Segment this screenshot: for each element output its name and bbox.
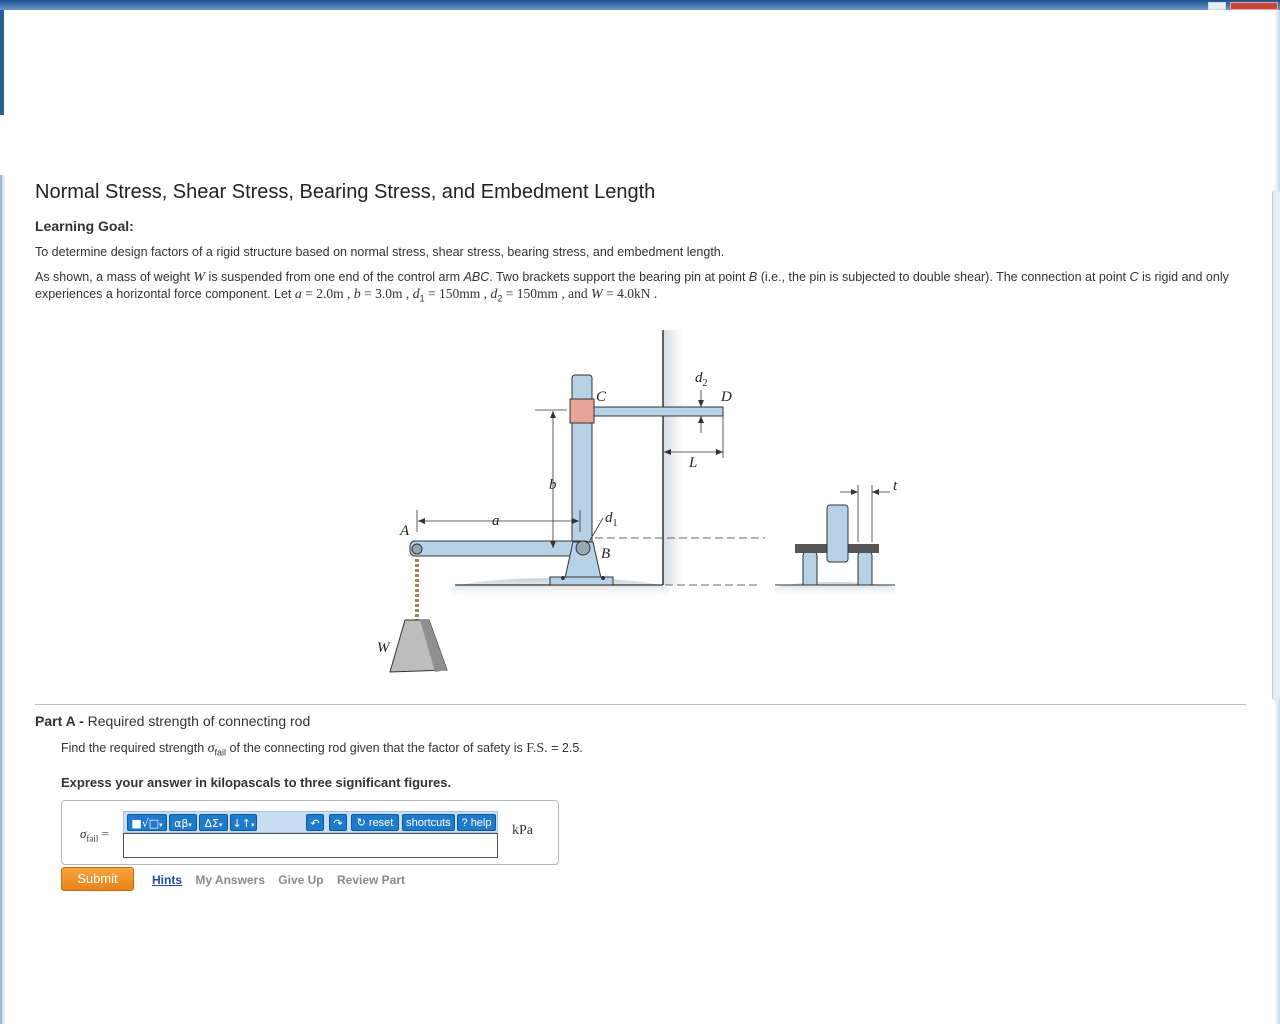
give-up-link[interactable]: Give Up [278,873,324,887]
label-t: t [893,478,898,494]
var-W: W [193,270,206,285]
answer-box [61,800,559,865]
math-toolbar [123,811,498,833]
pin-a [412,544,422,554]
value-a: = 2.0m , [301,286,354,301]
label-L: L [689,455,698,471]
label-a: a [492,513,500,529]
label-B: B [601,546,611,562]
label-W: W [377,640,390,656]
fs-value: = 2.5. [547,741,583,755]
unit-label: kPa [512,823,533,838]
value-d1: = 150mm , [424,286,491,301]
connection-c [570,399,594,423]
label-A: A [400,523,410,539]
undo-icon[interactable]: ↶ [306,814,324,831]
page-title: Normal Stress, Shear Stress, Bearing Stress, and Embedment Length [35,181,656,203]
label-d1: $d_1$ [605,510,618,529]
text: is rigid and only experiences a horizontal force component. Let [35,270,1229,301]
connecting-rod [592,407,723,416]
ground-shadow [773,582,897,598]
var-ABC: ABC [463,270,490,284]
side-arm [827,505,848,562]
label-d2: $d_2$ [695,370,708,389]
part-a-heading [35,713,310,729]
sub: fail [214,747,227,758]
help-button[interactable]: ? help [457,814,496,831]
sub: 2 [497,293,503,304]
my-answers-link[interactable]: My Answers [195,873,265,887]
reset-icon: ↻ [356,817,369,829]
problem-figure [355,320,915,690]
sigma-symbol: σ [207,741,215,756]
part-label: Part A - [35,713,84,729]
wall [663,330,683,585]
fs-symbol: F.S. [526,741,548,756]
label-b: b [549,477,557,493]
pin-b [576,541,590,555]
symbols-button[interactable]: ΔΣ▾ [199,814,228,831]
var-b: b [353,287,361,302]
value-d2: = 150mm , and [502,286,592,301]
hints-link[interactable]: Hints [152,873,182,887]
label-C: C [596,389,607,405]
arrows-button[interactable]: ↓↑▾ [230,814,257,831]
redo-icon[interactable]: ↷ [329,814,347,831]
shortcuts-button[interactable]: shortcuts [402,814,455,831]
text: is suspended from one end of the control arm [205,270,464,284]
templates-button[interactable]: ■√□▾ [127,814,167,831]
scrollbar[interactable] [1272,190,1280,700]
answer-instructions: Express your answer in kilopascals to three significant figures. [61,775,452,790]
window-frame-left-lower [0,175,6,1024]
text: . Two brackets support the bearing pin at point [489,270,749,284]
reset-button[interactable]: ↻ reset [351,814,399,831]
learning-goal-text: To determine design factors of a rigid structure based on normal stress, shear stress, bearing stress, and embedment length. [35,245,725,259]
minimize-button[interactable] [1208,2,1226,10]
greek-button[interactable]: αβ▾ [169,814,197,831]
review-part-link[interactable]: Review Part [336,873,406,887]
text: Find the required strength [61,741,208,755]
var-a: a [294,287,302,302]
text: As shown, a mass of weight [35,270,194,284]
answer-links [152,873,415,887]
answer-label: $\sigma_{fail}$ = [80,826,110,844]
value-b: = 3.0m , [360,286,413,301]
help-icon: ? [461,817,471,829]
horizontal-arm [410,541,590,556]
learning-goal-label: Learning Goal: [35,218,134,234]
part-a-question [61,741,583,758]
problem-statement [35,269,1245,307]
var-C: C [1129,270,1139,284]
window-title-bar [0,0,1280,10]
text: of the connecting rod given that the factor of safety is [226,741,527,755]
var-W: W [591,287,603,302]
var-B: B [748,270,758,284]
var-d1: d [412,287,420,302]
var-d2: d [490,287,498,302]
value-W: = 4.0kN . [602,286,658,301]
close-button[interactable] [1230,2,1278,10]
answer-input[interactable] [123,833,498,858]
submit-button[interactable]: Submit [61,867,134,891]
sub: 1 [419,293,425,304]
window-frame-left [0,10,4,115]
label-D: D [721,389,732,405]
part-title: Required strength of connecting rod [83,713,311,729]
text: (i.e., the pin is subjected to double shear). The connection at point [757,270,1130,284]
part-divider [35,704,1246,705]
